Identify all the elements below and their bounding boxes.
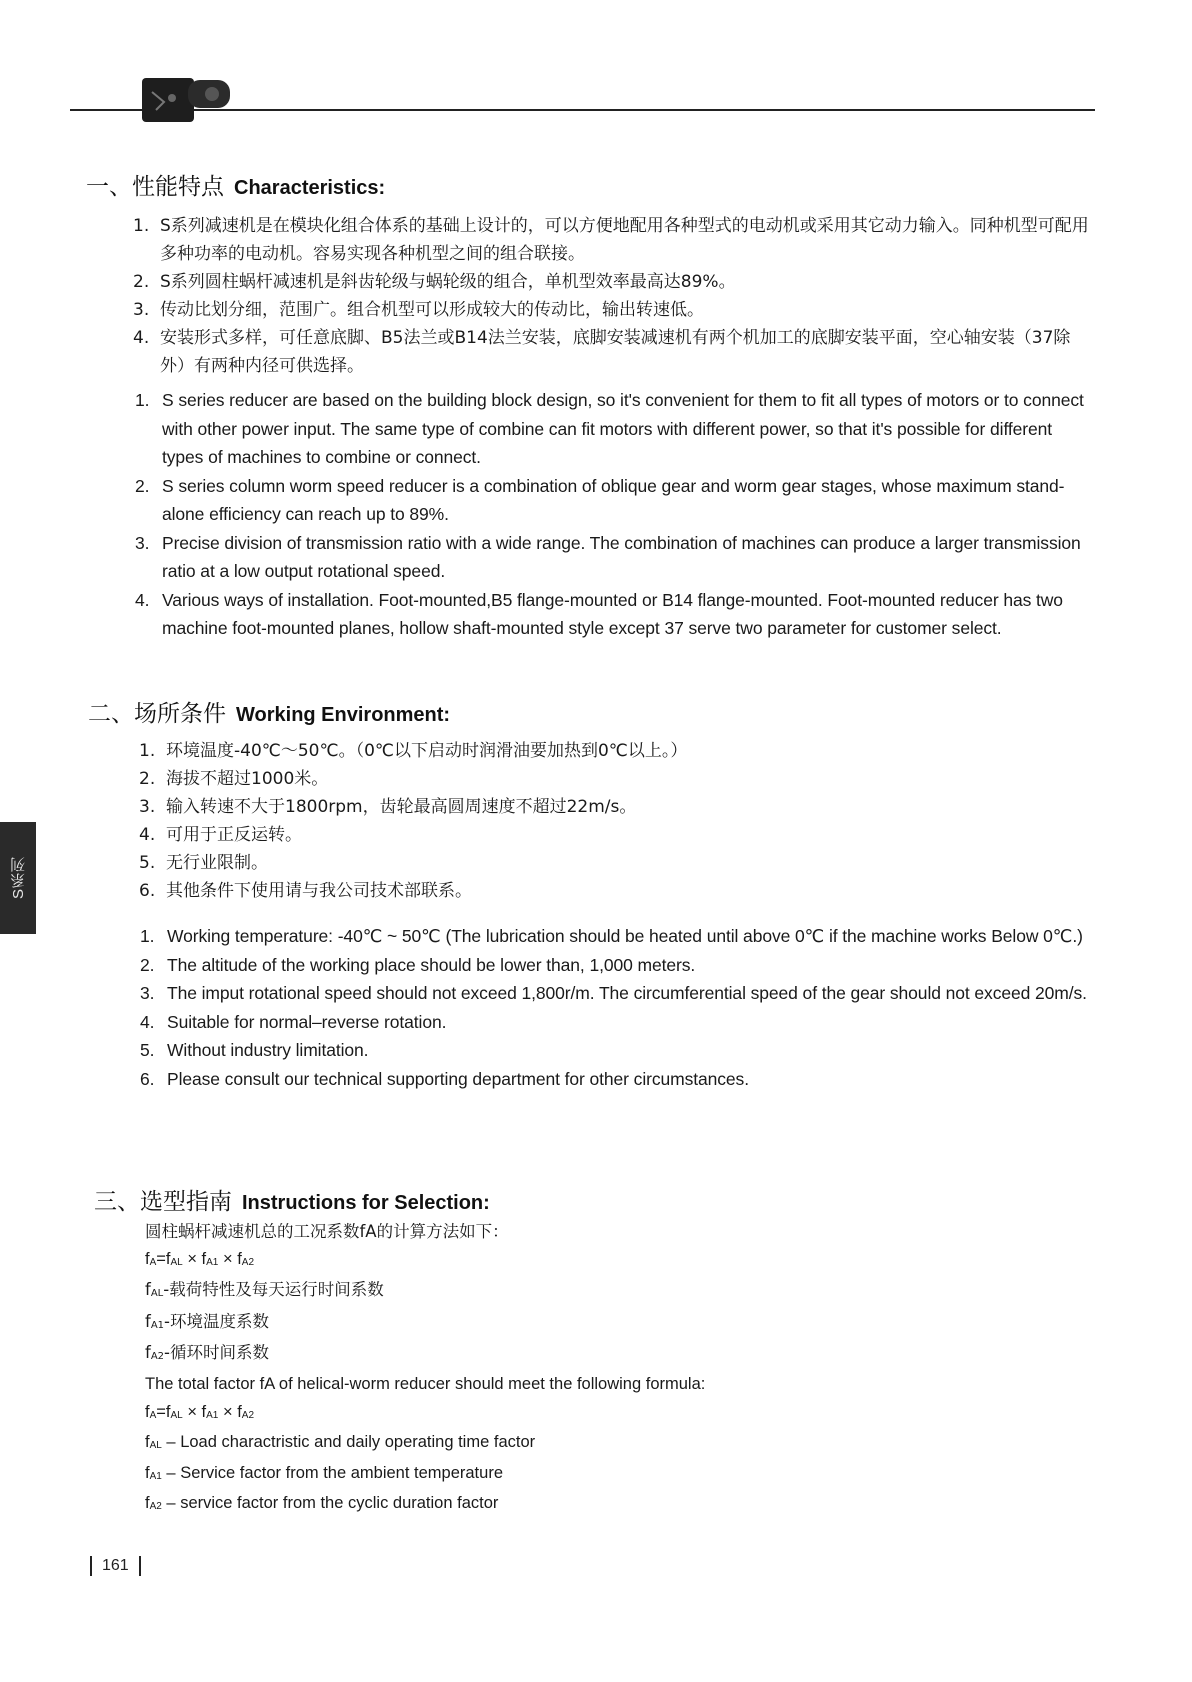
list-item: 4. 安装形式多样，可任意底脚、B5法兰或B14法兰安装，底脚安装减速机有两个机加工的底脚安装平面，空心轴安装（37除外）有两种内径可供选择。 (133, 328, 1071, 376)
list-item: 2. 海拔不超过1000米。 (139, 769, 329, 789)
side-tab-s-series (0, 822, 36, 934)
divider (90, 1556, 92, 1576)
working-environment-en-list (140, 922, 1100, 1093)
factor-definition: $f_{AL}-$载荷特性及每天运行时间系数 (145, 1280, 384, 1300)
list-item: 6. Please consult our technical supporting department for other circumstances. (140, 1068, 749, 1089)
list-item: 3. Precise division of transmission ratio with a wide range. The combination of machines can produce a larger transmission ratio at a low output rotational speed. (135, 532, 1081, 581)
section-title-cn: 三、选型指南 (94, 1189, 232, 1215)
factor-definition: $f_{AL}$ – Load charactristic and daily operating time factor (145, 1433, 536, 1452)
section-title-cn: 一、性能特点 (86, 174, 224, 200)
list-item: 4. Various ways of installation. Foot-mounted,B5 flange-mounted or B14 flange-mounted. Foot-mounted reducer has two machine foot-mounted planes, hollow shaft-mounted style except 37 serve two parameter for customer select. (135, 589, 1063, 638)
list-item: 5. Without industry limitation. (140, 1040, 369, 1060)
formula-line: $f_A=f_{AL} \times f_{A1} \times f_{A2}$ (145, 1249, 255, 1268)
selection-formula-block (145, 1218, 705, 1521)
list-item: 4. 可用于正反运转。 (139, 825, 302, 845)
page-number (90, 1556, 141, 1576)
list-item: 3. 输入转速不大于1800rpm，齿轮最高圆周速度不超过22m/s。 (139, 797, 637, 817)
list-item: 3. 传动比划分细，范围广。组合机型可以形成较大的传动比，输出转速低。 (133, 300, 704, 320)
factor-definition: $f_{A1}$ – Service factor from the ambient temperature (145, 1463, 503, 1482)
list-item: 1. 环境温度-40℃～50℃。（0℃以下启动时润滑油要加热到0℃以上。） (139, 741, 688, 761)
factor-definition: $f_{A2}$ – service factor from the cyclic duration factor (145, 1494, 499, 1513)
list-item: 1. S series reducer are based on the building block design, so it's convenient for them to fit all types of motors or to connect with other power input. The same type of combine can fit motors with different power, so that it's possible for different types of machines to combine or connect. (135, 390, 1084, 467)
list-item: 1. Working temperature: -40℃ ~ 50℃ (The lubrication should be heated until above 0℃ if the machine works Below 0℃.) (140, 926, 1083, 946)
gear-reducer-photo-icon (142, 72, 234, 124)
list-item: 2. S系列圆柱蜗杆减速机是斜齿轮级与蜗轮级的组合，单机型效率最高达89%。 (133, 272, 736, 292)
characteristics-cn-list (133, 212, 1093, 380)
list-item: 2. S series column worm speed reducer is a combination of oblique gear and worm gear stages, whose maximum stand-alone efficiency can reach up to 89%. (135, 475, 1065, 524)
section-title-en: Working Environment: (236, 704, 451, 726)
selection-intro-cn: 圆柱蜗杆减速机总的工况系数fA的计算方法如下： (145, 1222, 509, 1241)
formula-line: $f_A=f_{AL} \times f_{A1} \times f_{A2}$ (145, 1402, 255, 1421)
divider (139, 1556, 141, 1576)
section-title-en: Characteristics: (234, 177, 386, 199)
list-item: 3. The imput rotational speed should not exceed 1,800r/m. The circumferential speed of the gear should not exceed 20m/s. (140, 983, 1087, 1003)
factor-definition: $f_{A1}-$环境温度系数 (145, 1311, 269, 1331)
list-item: 4. Suitable for normal–reverse rotation. (140, 1011, 447, 1032)
factor-definition: $f_{A2}-$循环时间系数 (145, 1343, 269, 1363)
section-title-instructions-for-selection (94, 1183, 490, 1216)
list-item: 1. S系列减速机是在模块化组合体系的基础上设计的，可以方便地配用各种型式的电动机或采用其它动力输入。同种机型可配用多种功率的电动机。容易实现各种机型之间的组合联接。 (133, 216, 1089, 264)
side-tab-label: S系列 (9, 856, 27, 900)
list-item: 6. 其他条件下使用请与我公司技术部联系。 (139, 881, 472, 901)
section-title-cn: 二、场所条件 (88, 701, 226, 727)
section-title-characteristics (86, 168, 385, 201)
section-title-working-environment (88, 695, 450, 728)
list-item: 5. 无行业限制。 (139, 853, 268, 873)
section-title-en: Instructions for Selection: (242, 1192, 490, 1214)
working-environment-cn-list (139, 737, 1039, 905)
selection-intro-en: The total factor fA of helical-worm reducer should meet the following formula: (145, 1374, 706, 1393)
page-number-text: 161 (102, 1557, 129, 1574)
characteristics-en-list (135, 386, 1095, 643)
list-item: 2. The altitude of the working place should be lower than, 1,000 meters. (140, 954, 696, 975)
